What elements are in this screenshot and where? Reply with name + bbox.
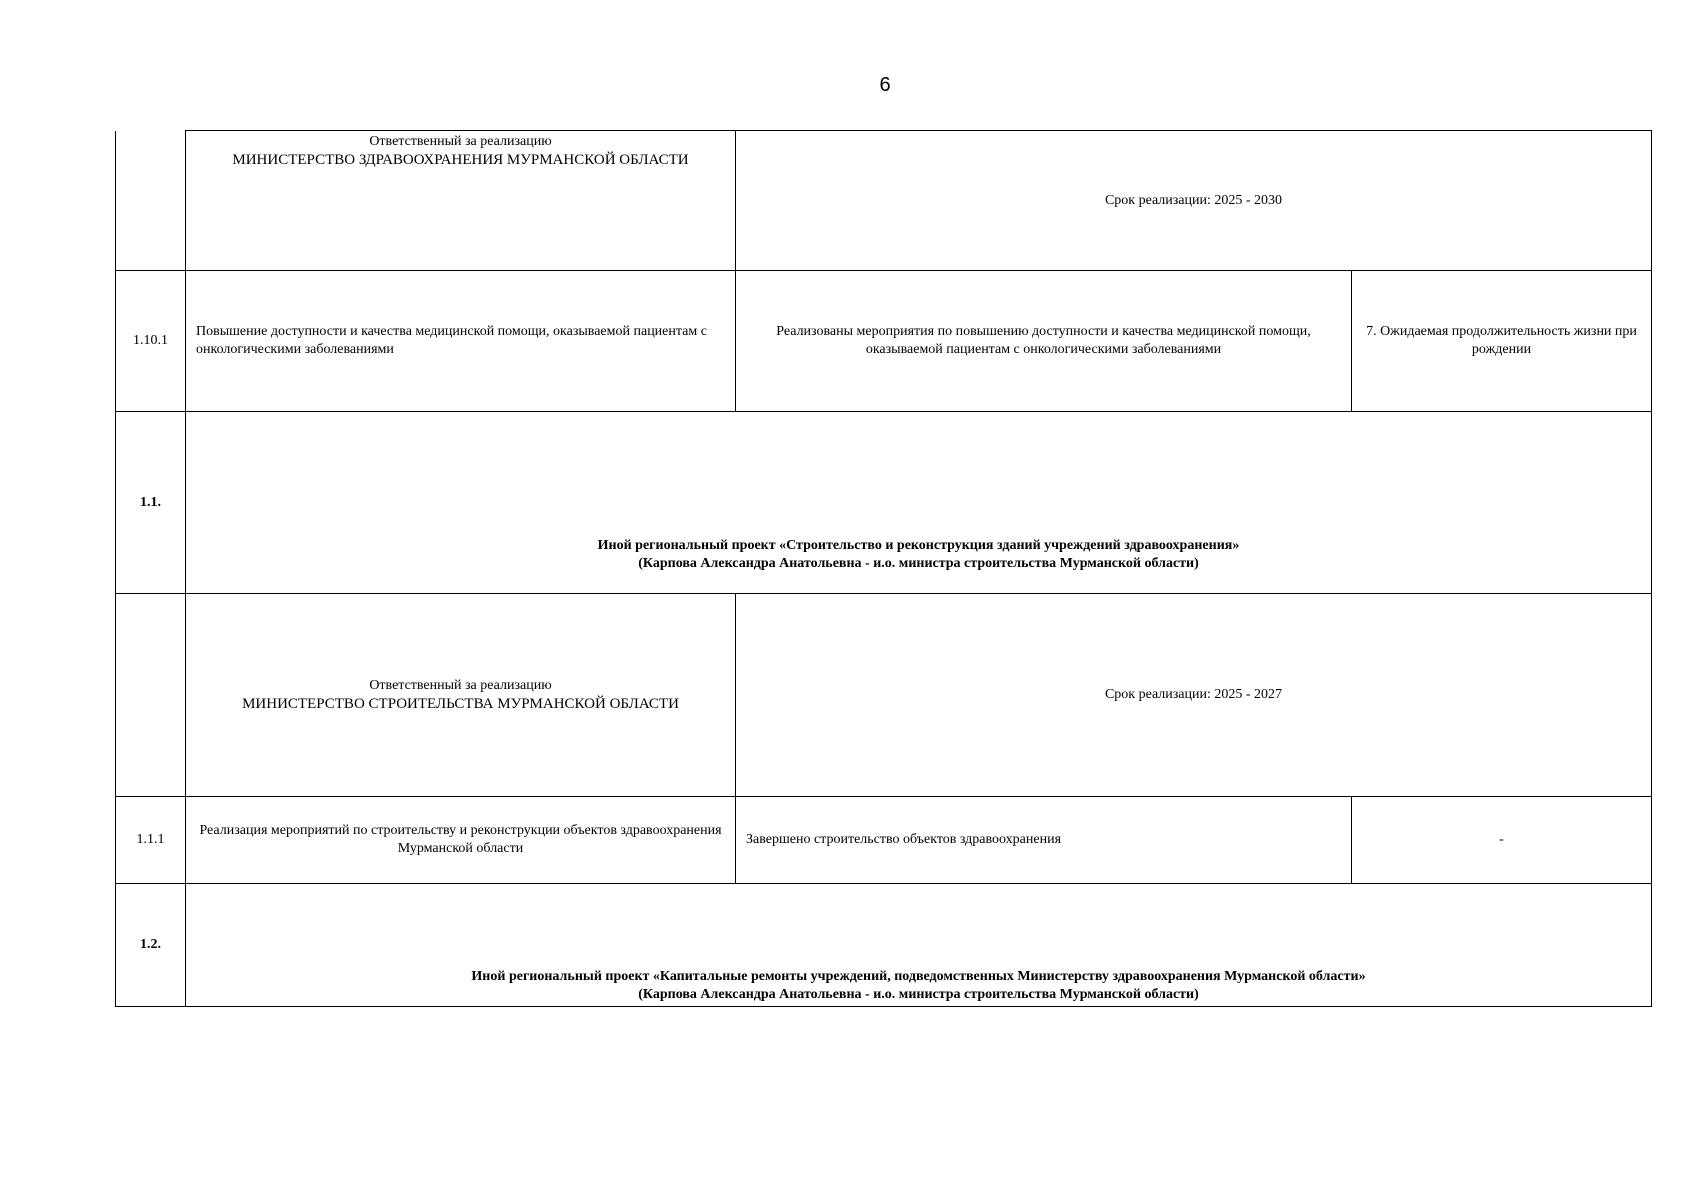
row-number-cell: [116, 131, 186, 271]
term-cell: Срок реализации: 2025 - 2027: [736, 594, 1652, 797]
project-number-cell: 1.1.: [116, 412, 186, 594]
term-cell: Срок реализации: 2025 - 2030: [736, 131, 1652, 271]
project-lead: (Карпова Александра Анатольевна - и.о. министра строительства Мурманской области): [638, 556, 1199, 571]
result-cell: Завершено строительство объектов здравоохранения: [736, 797, 1352, 884]
responsible-cell: [186, 131, 736, 271]
structure-table: [115, 130, 1652, 1007]
task-cell: Реализация мероприятий по строительству и реконструкции объектов здравоохранения Мурманской области: [186, 797, 736, 884]
table-row-responsible: [116, 131, 1652, 271]
indicator-cell: 7. Ожидаемая продолжительность жизни при рождении: [1352, 271, 1652, 412]
project-title-cell: [186, 884, 1652, 1007]
project-title-cell: [186, 412, 1652, 594]
responsible-cell: [186, 594, 736, 797]
project-lead: (Карпова Александра Анатольевна - и.о. министра строительства Мурманской области): [638, 987, 1199, 1002]
responsible-org: МИНИСТЕРСТВО СТРОИТЕЛЬСТВА МУРМАНСКОЙ ОБЛАСТИ: [242, 696, 679, 712]
task-number-cell: 1.1.1: [116, 797, 186, 884]
page-number: 6: [879, 74, 891, 96]
responsible-org: МИНИСТЕРСТВО ЗДРАВООХРАНЕНИЯ МУРМАНСКОЙ ОБЛАСТИ: [232, 152, 689, 168]
responsible-label: Ответственный за реализацию: [369, 678, 552, 693]
row-number-cell: [116, 594, 186, 797]
responsible-label: Ответственный за реализацию: [369, 134, 552, 149]
project-title: Иной региональный проект «Капитальные ремонты учреждений, подведомственных Министерству здравоохранения Мурманской области»: [471, 969, 1366, 984]
table-row-project: [116, 884, 1652, 1007]
table-row-task: [116, 271, 1652, 412]
table-row-task: [116, 797, 1652, 884]
task-cell: Повышение доступности и качества медицинской помощи, оказываемой пациентам с онкологическими заболеваниями: [186, 271, 736, 412]
indicator-cell: -: [1352, 797, 1652, 884]
result-cell: Реализованы мероприятия по повышению доступности и качества медицинской помощи, оказываемой пациентам с онкологическими заболеваниями: [736, 271, 1352, 412]
project-title: Иной региональный проект «Строительство и реконструкция зданий учреждений здравоохранения»: [597, 538, 1240, 553]
task-number-cell: 1.10.1: [116, 271, 186, 412]
table-row-project: [116, 412, 1652, 594]
table-row-responsible: [116, 594, 1652, 797]
project-number-cell: 1.2.: [116, 884, 186, 1007]
